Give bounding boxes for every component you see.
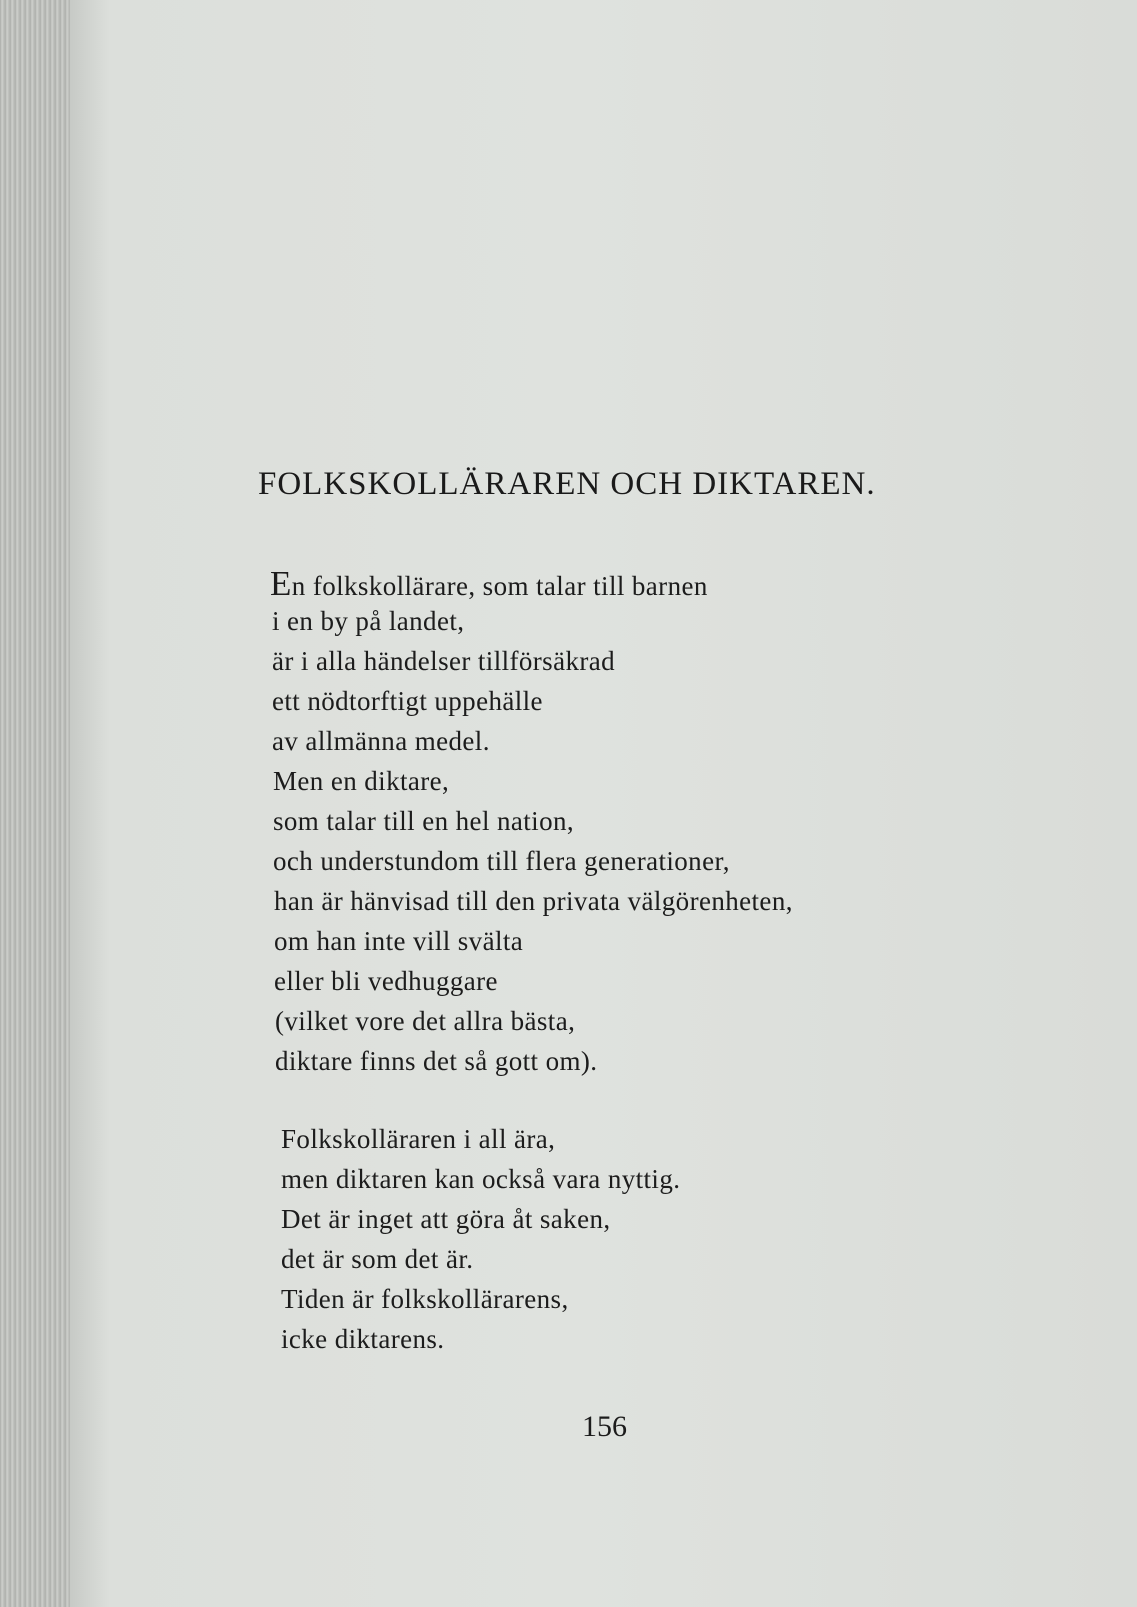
poem-line: Folkskolläraren i all ära,: [281, 1124, 556, 1154]
poem-line: är i alla händelser tillförsäkrad: [272, 646, 616, 676]
poem-line: diktare finns det så gott om).: [275, 1046, 598, 1076]
page-number: 156: [582, 1410, 627, 1443]
poem-line: och understundom till flera generationer,: [273, 846, 730, 876]
poem-line: om han inte vill svälta: [274, 926, 524, 956]
drop-cap: E: [270, 564, 292, 603]
poem-line: [270, 564, 708, 604]
poem-line: han är hänvisad till den privata välgörenheten,: [274, 886, 793, 916]
poem-line: men diktaren kan också vara nyttig.: [281, 1164, 681, 1194]
book-page: [70, 0, 1137, 1607]
poem-line: det är som det är.: [281, 1244, 474, 1274]
poem-line: ett nödtorftigt uppehälle: [272, 686, 543, 716]
poem-line: Men en diktare,: [273, 766, 450, 796]
first-line-rest: n folkskollärare, som talar till barnen: [291, 571, 708, 601]
poem-line: av allmänna medel.: [272, 726, 490, 756]
poem-line: i en by på landet,: [272, 606, 465, 636]
poem-line: som talar till en hel nation,: [273, 806, 575, 836]
poem-line: Tiden är folkskollärarens,: [281, 1284, 569, 1314]
poem-line: icke diktarens.: [281, 1324, 445, 1354]
poem-title: FOLKSKOLLÄRAREN OCH DIKTAREN.: [258, 466, 876, 502]
poem-line: (vilket vore det allra bästa,: [275, 1006, 576, 1036]
poem-line: Det är inget att göra åt saken,: [281, 1204, 611, 1234]
poem-line: eller bli vedhuggare: [274, 966, 498, 996]
